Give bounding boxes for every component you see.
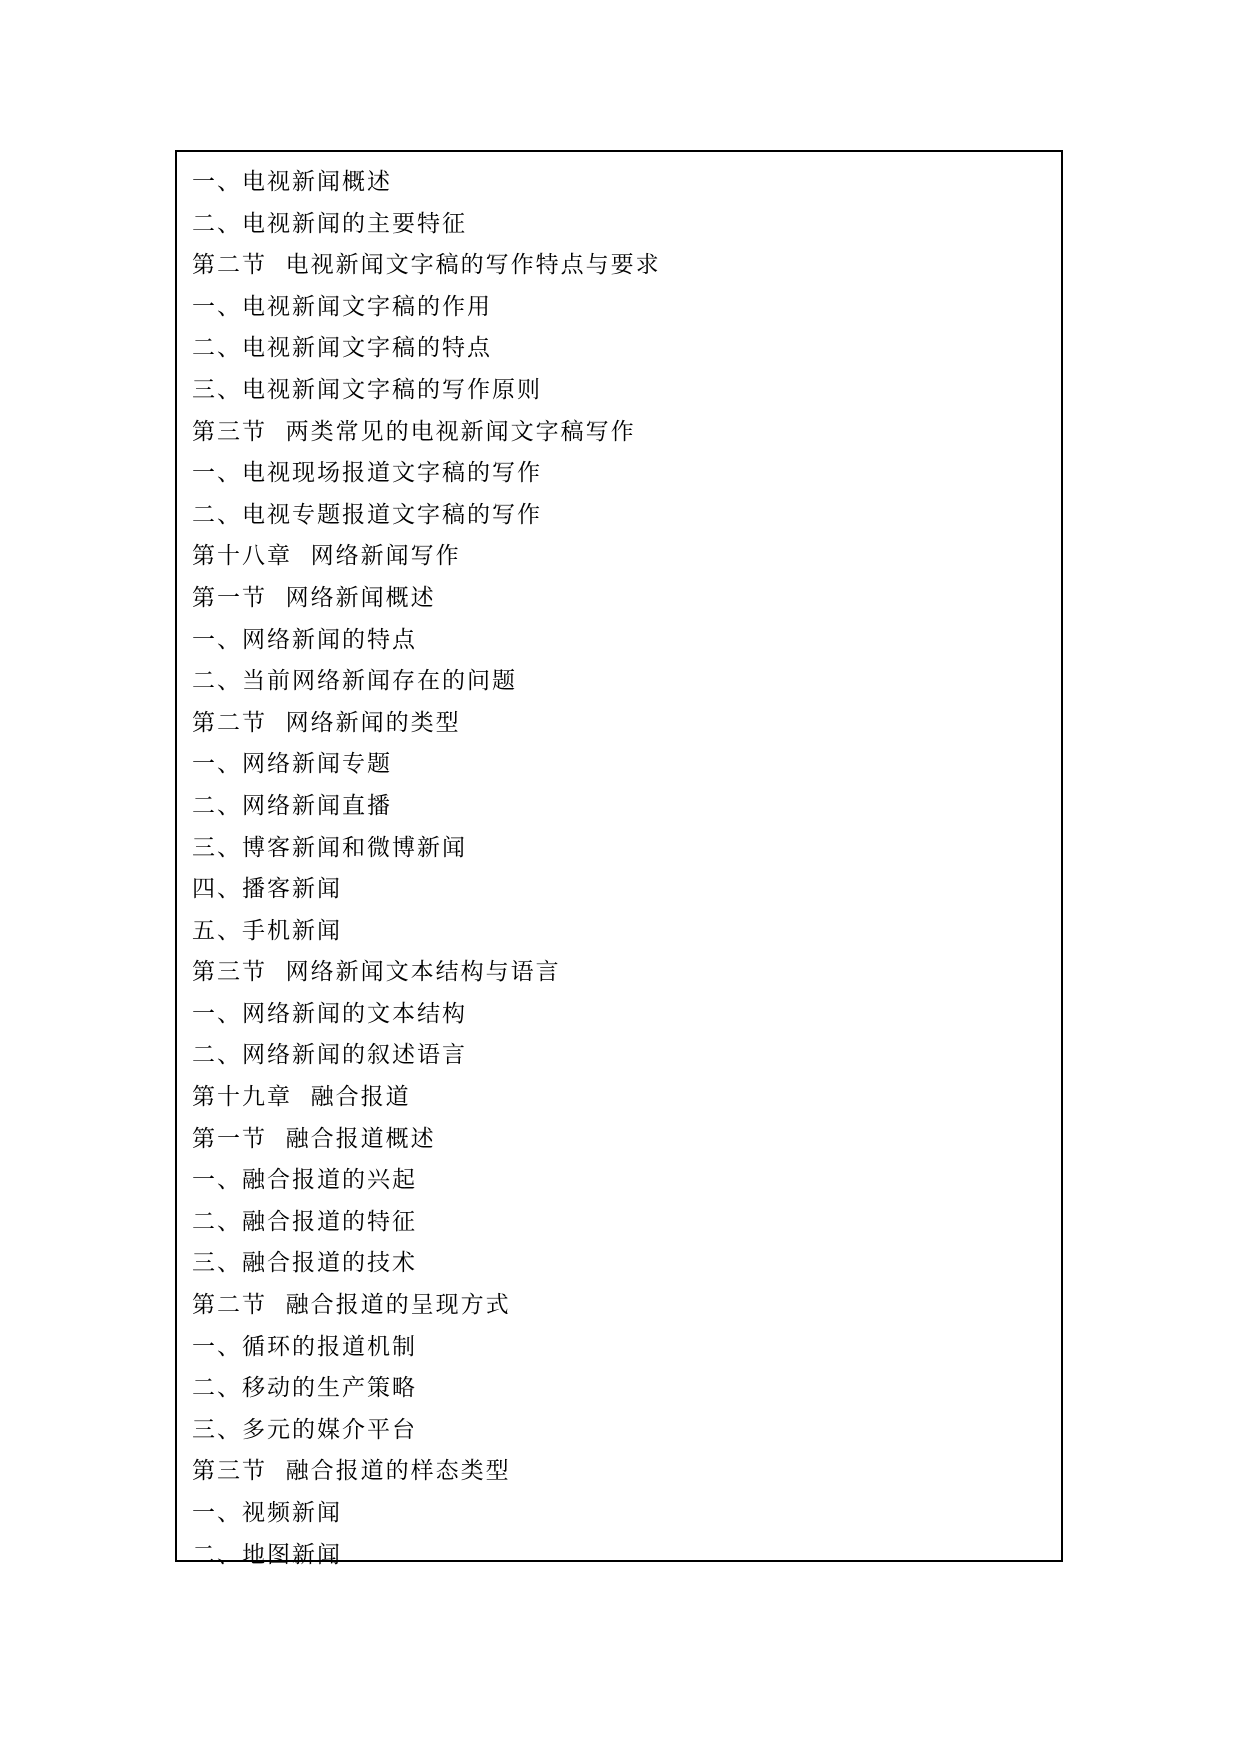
outline-line: 二、网络新闻的叙述语言 xyxy=(192,1042,467,1069)
outline-line: 一、电视新闻概述 xyxy=(192,169,392,195)
outline-line: 一、循环的报道机制 xyxy=(192,1333,417,1360)
outline-line: 一、融合报道的兴起 xyxy=(192,1167,417,1194)
outline-line: 一、网络新闻的特点 xyxy=(192,626,417,653)
outline-line: 一、电视现场报道文字稿的写作 xyxy=(192,460,542,487)
outline-line: 第一节 网络新闻概述 xyxy=(192,584,436,611)
outline-line: 第二节 融合报道的呈现方式 xyxy=(192,1292,511,1319)
outline-line: 一、视频新闻 xyxy=(192,1500,342,1526)
outline-line: 第十九章 融合报道 xyxy=(192,1084,411,1111)
outline-line: 第二节 电视新闻文字稿的写作特点与要求 xyxy=(192,252,661,279)
outline-line: 四、播客新闻 xyxy=(192,876,342,903)
outline-line: 五、手机新闻 xyxy=(192,917,342,944)
outline-line: 三、多元的媒介平台 xyxy=(192,1416,417,1443)
outline-line: 第三节 融合报道的样态类型 xyxy=(192,1458,511,1485)
outline-line: 第二节 网络新闻的类型 xyxy=(192,709,461,736)
outline-line: 第十八章 网络新闻写作 xyxy=(192,543,461,570)
outline-line: 一、电视新闻文字稿的作用 xyxy=(192,293,492,320)
outline-line: 三、电视新闻文字稿的写作原则 xyxy=(192,376,542,403)
outline-line: 第一节 融合报道概述 xyxy=(192,1125,436,1152)
outline-line: 二、融合报道的特征 xyxy=(192,1208,417,1235)
outline-line: 二、网络新闻直播 xyxy=(192,792,392,819)
outline-line: 二、电视新闻的主要特征 xyxy=(192,210,467,237)
outline-line: 二、地图新闻 xyxy=(192,1541,342,1568)
outline-list xyxy=(192,162,1051,1576)
outline-line: 第三节 网络新闻文本结构与语言 xyxy=(192,959,561,986)
outline-line: 二、电视新闻文字稿的特点 xyxy=(192,335,492,362)
outline-line: 二、电视专题报道文字稿的写作 xyxy=(192,501,542,528)
outline-line: 二、移动的生产策略 xyxy=(192,1375,417,1402)
outline-line: 一、网络新闻的文本结构 xyxy=(192,1000,467,1027)
outline-line: 第三节 两类常见的电视新闻文字稿写作 xyxy=(192,418,636,445)
outline-line: 一、网络新闻专题 xyxy=(192,751,392,778)
outline-line: 三、融合报道的技术 xyxy=(192,1250,417,1277)
outline-table-cell xyxy=(175,150,1063,1568)
outline-line: 三、博客新闻和微博新闻 xyxy=(192,834,467,861)
outline-line: 二、当前网络新闻存在的问题 xyxy=(192,668,517,695)
